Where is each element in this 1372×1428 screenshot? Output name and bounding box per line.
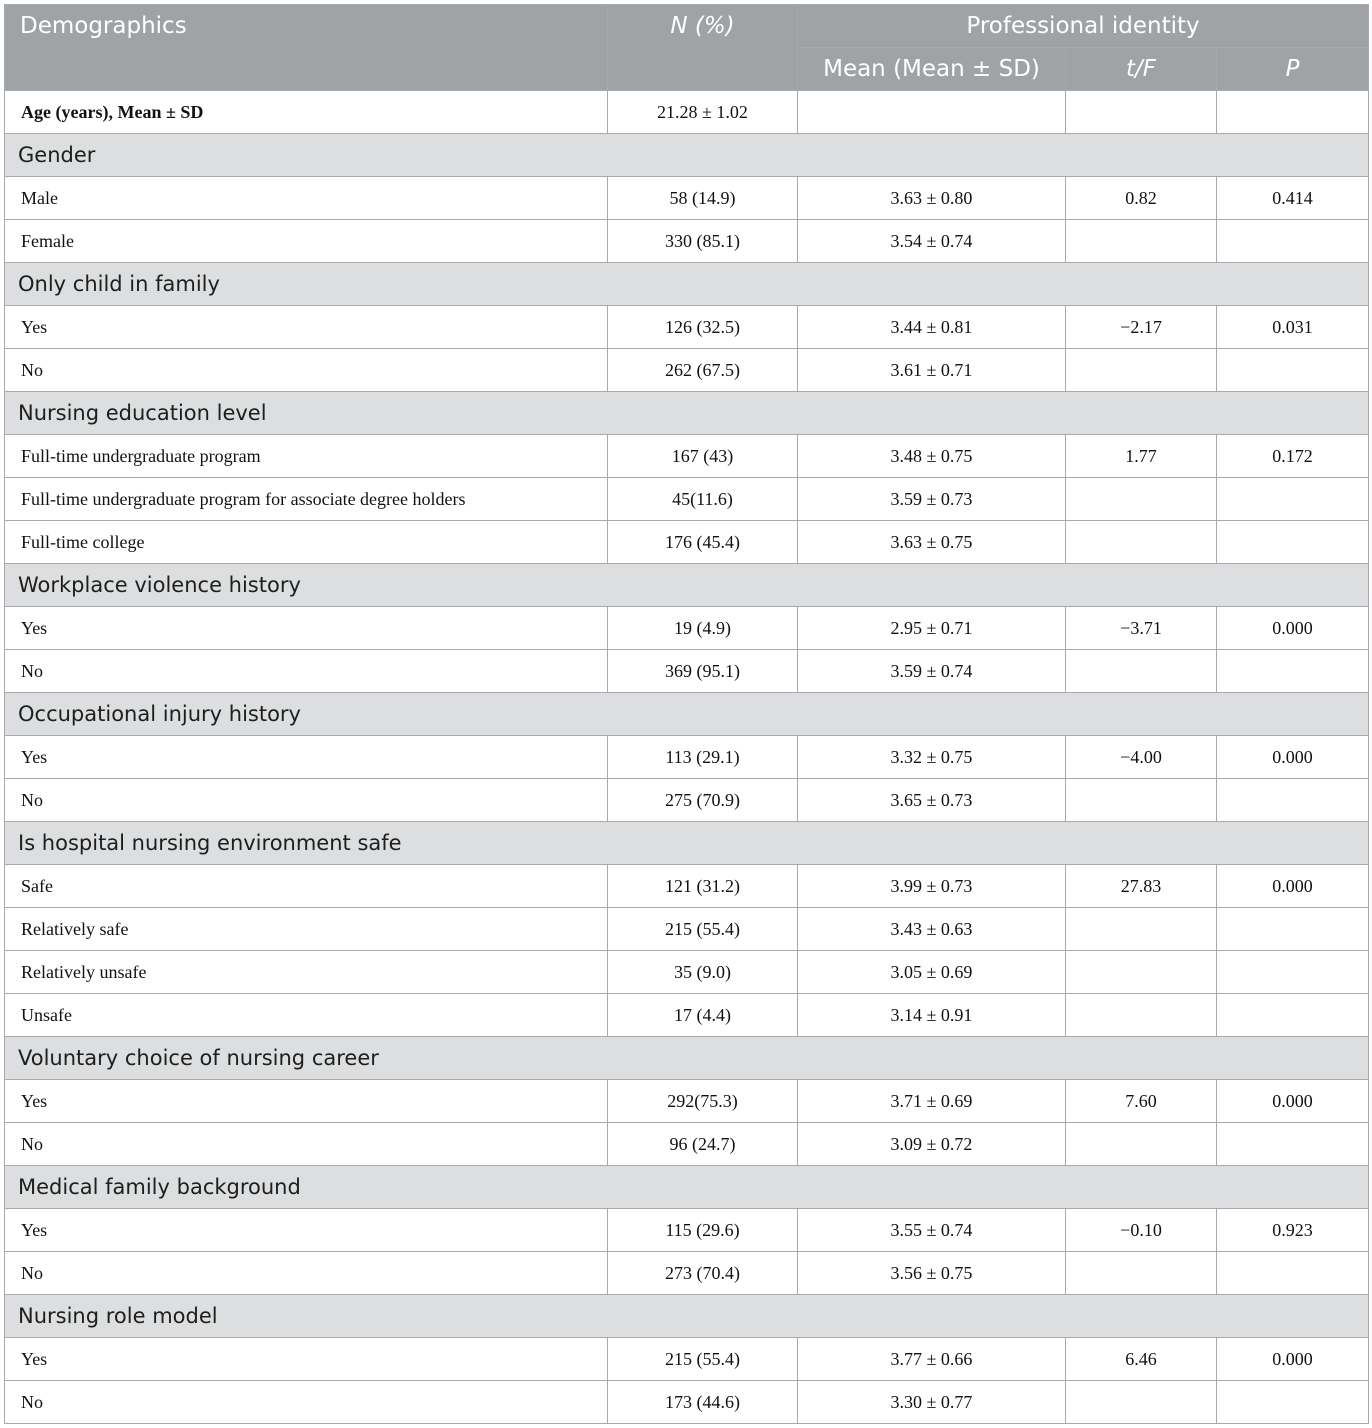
row-tf bbox=[1066, 994, 1217, 1037]
row-n: 126 (32.5) bbox=[608, 306, 798, 349]
header-professional-identity: Professional identity bbox=[798, 5, 1369, 48]
table-row bbox=[5, 736, 1369, 779]
category-row bbox=[5, 1166, 1369, 1209]
row-p bbox=[1217, 994, 1369, 1037]
table-row bbox=[5, 478, 1369, 521]
row-n: 369 (95.1) bbox=[608, 650, 798, 693]
header-mean: Mean (Mean ± SD) bbox=[798, 48, 1066, 91]
row-p bbox=[1217, 908, 1369, 951]
row-label: Yes bbox=[5, 306, 608, 349]
table-row bbox=[5, 650, 1369, 693]
row-mean: 3.63 ± 0.80 bbox=[798, 177, 1066, 220]
category-row bbox=[5, 134, 1369, 177]
row-p bbox=[1217, 1123, 1369, 1166]
row-n: 330 (85.1) bbox=[608, 220, 798, 263]
row-n: 262 (67.5) bbox=[608, 349, 798, 392]
row-mean: 3.59 ± 0.74 bbox=[798, 650, 1066, 693]
table-row bbox=[5, 1209, 1369, 1252]
row-mean: 3.43 ± 0.63 bbox=[798, 908, 1066, 951]
table-row bbox=[5, 1123, 1369, 1166]
row-n: 17 (4.4) bbox=[608, 994, 798, 1037]
category-row bbox=[5, 1295, 1369, 1338]
row-mean: 3.56 ± 0.75 bbox=[798, 1252, 1066, 1295]
table-row bbox=[5, 994, 1369, 1037]
row-tf bbox=[1066, 1252, 1217, 1295]
row-tf: 0.82 bbox=[1066, 177, 1217, 220]
row-tf bbox=[1066, 779, 1217, 822]
table-row bbox=[5, 865, 1369, 908]
row-p: 0.414 bbox=[1217, 177, 1369, 220]
category-title: Only child in family bbox=[5, 263, 1369, 306]
row-p bbox=[1217, 951, 1369, 994]
row-p: 0.000 bbox=[1217, 1080, 1369, 1123]
row-mean: 3.65 ± 0.73 bbox=[798, 779, 1066, 822]
row-mean: 3.48 ± 0.75 bbox=[798, 435, 1066, 478]
table-row bbox=[5, 349, 1369, 392]
row-tf bbox=[1066, 478, 1217, 521]
row-p: 0.000 bbox=[1217, 736, 1369, 779]
row-mean: 3.09 ± 0.72 bbox=[798, 1123, 1066, 1166]
table-body bbox=[5, 91, 1369, 1424]
row-p: 0.000 bbox=[1217, 865, 1369, 908]
header-n-percent: N (%) bbox=[608, 5, 798, 91]
row-label: No bbox=[5, 1252, 608, 1295]
category-title: Occupational injury history bbox=[5, 693, 1369, 736]
row-mean: 3.99 ± 0.73 bbox=[798, 865, 1066, 908]
category-title: Nursing education level bbox=[5, 392, 1369, 435]
row-n: 113 (29.1) bbox=[608, 736, 798, 779]
table-row bbox=[5, 1252, 1369, 1295]
row-tf: −4.00 bbox=[1066, 736, 1217, 779]
row-n: 45(11.6) bbox=[608, 478, 798, 521]
row-n: 176 (45.4) bbox=[608, 521, 798, 564]
demographics-table bbox=[4, 4, 1369, 1424]
row-mean: 3.30 ± 0.77 bbox=[798, 1381, 1066, 1424]
row-tf bbox=[1066, 1123, 1217, 1166]
row-p: 0.000 bbox=[1217, 1338, 1369, 1381]
row-label: Relatively unsafe bbox=[5, 951, 608, 994]
row-mean: 3.44 ± 0.81 bbox=[798, 306, 1066, 349]
table-row bbox=[5, 306, 1369, 349]
row-label: Yes bbox=[5, 607, 608, 650]
category-title: Gender bbox=[5, 134, 1369, 177]
row-n: 121 (31.2) bbox=[608, 865, 798, 908]
row-label: Unsafe bbox=[5, 994, 608, 1037]
row-label: No bbox=[5, 1381, 608, 1424]
row-label: Full-time undergraduate program for associate degree holders bbox=[5, 478, 608, 521]
category-row bbox=[5, 263, 1369, 306]
row-p bbox=[1217, 1381, 1369, 1424]
row-mean: 3.63 ± 0.75 bbox=[798, 521, 1066, 564]
table-row bbox=[5, 908, 1369, 951]
row-tf: −0.10 bbox=[1066, 1209, 1217, 1252]
category-title: Is hospital nursing environment safe bbox=[5, 822, 1369, 865]
row-n: 215 (55.4) bbox=[608, 1338, 798, 1381]
row-mean: 3.77 ± 0.66 bbox=[798, 1338, 1066, 1381]
row-n: 215 (55.4) bbox=[608, 908, 798, 951]
row-n: 19 (4.9) bbox=[608, 607, 798, 650]
row-n: 115 (29.6) bbox=[608, 1209, 798, 1252]
row-tf bbox=[1066, 1381, 1217, 1424]
row-mean: 3.59 ± 0.73 bbox=[798, 478, 1066, 521]
row-tf: 27.83 bbox=[1066, 865, 1217, 908]
category-title: Workplace violence history bbox=[5, 564, 1369, 607]
table-row bbox=[5, 951, 1369, 994]
category-row bbox=[5, 564, 1369, 607]
row-tf bbox=[1066, 908, 1217, 951]
category-row bbox=[5, 1037, 1369, 1080]
age-row bbox=[5, 91, 1369, 134]
table-row bbox=[5, 435, 1369, 478]
table-row bbox=[5, 177, 1369, 220]
table-row bbox=[5, 779, 1369, 822]
category-row bbox=[5, 392, 1369, 435]
row-tf bbox=[1066, 951, 1217, 994]
row-label: Yes bbox=[5, 736, 608, 779]
header-demographics: Demographics bbox=[5, 5, 608, 91]
table-row bbox=[5, 1338, 1369, 1381]
row-n: 96 (24.7) bbox=[608, 1123, 798, 1166]
row-p: 0.000 bbox=[1217, 607, 1369, 650]
row-label: Full-time undergraduate program bbox=[5, 435, 608, 478]
row-label: Relatively safe bbox=[5, 908, 608, 951]
row-mean: 3.61 ± 0.71 bbox=[798, 349, 1066, 392]
row-p bbox=[1217, 220, 1369, 263]
row-n: 58 (14.9) bbox=[608, 177, 798, 220]
age-n: 21.28 ± 1.02 bbox=[608, 91, 798, 134]
row-mean: 3.05 ± 0.69 bbox=[798, 951, 1066, 994]
category-row bbox=[5, 693, 1369, 736]
table-row bbox=[5, 220, 1369, 263]
row-mean: 3.32 ± 0.75 bbox=[798, 736, 1066, 779]
row-n: 173 (44.6) bbox=[608, 1381, 798, 1424]
row-n: 275 (70.9) bbox=[608, 779, 798, 822]
row-label: No bbox=[5, 1123, 608, 1166]
category-row bbox=[5, 822, 1369, 865]
row-n: 167 (43) bbox=[608, 435, 798, 478]
row-tf bbox=[1066, 220, 1217, 263]
row-n: 273 (70.4) bbox=[608, 1252, 798, 1295]
category-title: Medical family background bbox=[5, 1166, 1369, 1209]
row-p: 0.923 bbox=[1217, 1209, 1369, 1252]
row-tf: 7.60 bbox=[1066, 1080, 1217, 1123]
row-label: Female bbox=[5, 220, 608, 263]
row-tf: −3.71 bbox=[1066, 607, 1217, 650]
age-label: Age (years), Mean ± SD bbox=[5, 91, 608, 134]
row-p bbox=[1217, 1252, 1369, 1295]
row-tf: 1.77 bbox=[1066, 435, 1217, 478]
table-row bbox=[5, 521, 1369, 564]
row-tf: −2.17 bbox=[1066, 306, 1217, 349]
row-p bbox=[1217, 650, 1369, 693]
row-p bbox=[1217, 349, 1369, 392]
row-label: Yes bbox=[5, 1209, 608, 1252]
row-p bbox=[1217, 521, 1369, 564]
category-title: Voluntary choice of nursing career bbox=[5, 1037, 1369, 1080]
row-n: 35 (9.0) bbox=[608, 951, 798, 994]
row-mean: 2.95 ± 0.71 bbox=[798, 607, 1066, 650]
row-n: 292(75.3) bbox=[608, 1080, 798, 1123]
row-p: 0.031 bbox=[1217, 306, 1369, 349]
row-p bbox=[1217, 478, 1369, 521]
row-label: No bbox=[5, 349, 608, 392]
row-label: No bbox=[5, 779, 608, 822]
table-header bbox=[5, 5, 1369, 91]
row-label: Safe bbox=[5, 865, 608, 908]
row-label: Full-time college bbox=[5, 521, 608, 564]
row-mean: 3.54 ± 0.74 bbox=[798, 220, 1066, 263]
age-mean bbox=[798, 91, 1066, 134]
row-label: Yes bbox=[5, 1080, 608, 1123]
row-label: No bbox=[5, 650, 608, 693]
table-row bbox=[5, 1080, 1369, 1123]
row-label: Male bbox=[5, 177, 608, 220]
category-title: Nursing role model bbox=[5, 1295, 1369, 1338]
header-p: P bbox=[1217, 48, 1369, 91]
row-p: 0.172 bbox=[1217, 435, 1369, 478]
row-mean: 3.71 ± 0.69 bbox=[798, 1080, 1066, 1123]
age-tf bbox=[1066, 91, 1217, 134]
row-tf bbox=[1066, 349, 1217, 392]
row-label: Yes bbox=[5, 1338, 608, 1381]
table-row bbox=[5, 1381, 1369, 1424]
row-tf bbox=[1066, 521, 1217, 564]
row-mean: 3.14 ± 0.91 bbox=[798, 994, 1066, 1037]
age-p bbox=[1217, 91, 1369, 134]
header-tf: t/F bbox=[1066, 48, 1217, 91]
row-p bbox=[1217, 779, 1369, 822]
row-mean: 3.55 ± 0.74 bbox=[798, 1209, 1066, 1252]
row-tf bbox=[1066, 650, 1217, 693]
table-row bbox=[5, 607, 1369, 650]
row-tf: 6.46 bbox=[1066, 1338, 1217, 1381]
